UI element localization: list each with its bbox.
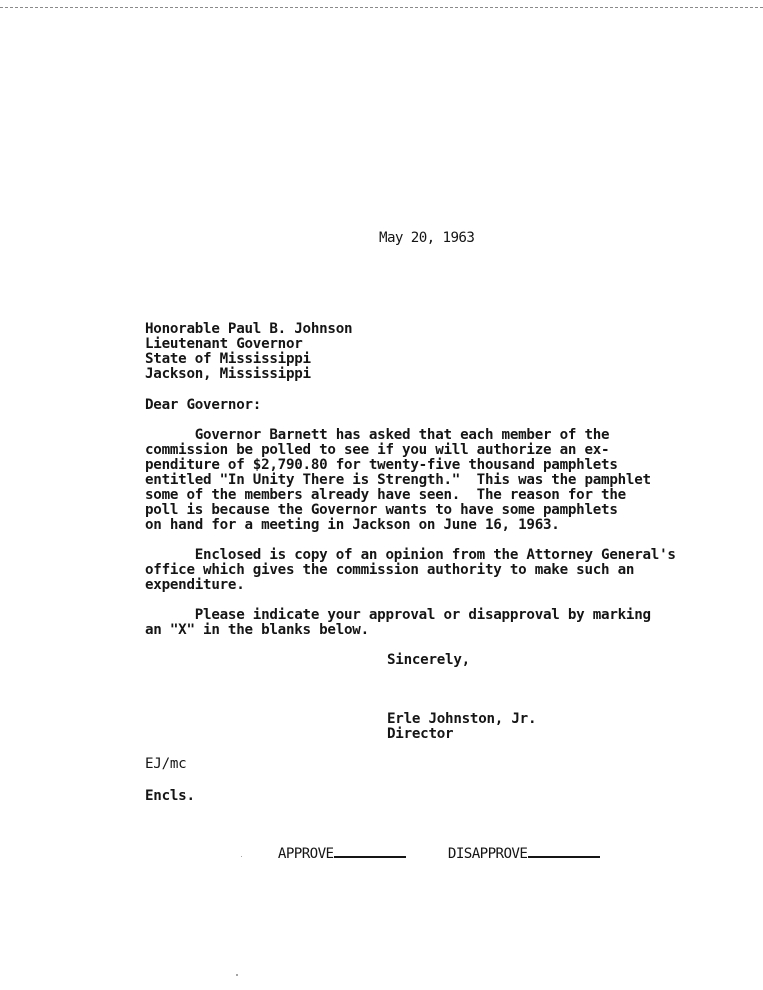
closing: Sincerely, [387, 652, 470, 668]
paragraph-line: on hand for a meeting in Jackson on June 16, 1963. [145, 517, 560, 533]
address-line: Honorable Paul B. Johnson [145, 321, 353, 337]
disapprove-blank[interactable] [528, 855, 600, 858]
approve-blank[interactable] [334, 855, 406, 858]
address-line: State of Mississippi [145, 351, 311, 367]
paragraph-line: poll is because the Governor wants to have some pamphlets [145, 502, 618, 518]
paragraph-line: Governor Barnett has asked that each member of the [145, 427, 610, 443]
enclosures-note: Encls. [145, 788, 195, 804]
typist-initials: EJ/mc [145, 756, 187, 772]
page-top-edge [0, 0, 763, 8]
paragraph-line: some of the members already have seen. The reason for the [145, 487, 626, 503]
disapprove-label: DISAPPROVE [447, 846, 528, 862]
approve-field[interactable] [262, 832, 406, 862]
address-line: Lieutenant Governor [145, 336, 303, 352]
signer-name: Erle Johnston, Jr. [387, 711, 537, 727]
paragraph-line: expenditure. [145, 577, 245, 593]
paragraph-line: penditure of $2,790.80 for twenty-five thousand pamphlets [145, 457, 618, 473]
address-line: Jackson, Mississippi [145, 366, 311, 382]
paragraph-line: entitled "In Unity There is Strength." This was the pamphlet [145, 472, 651, 488]
salutation: Dear Governor: [145, 397, 262, 413]
letter-date: May 20, 1963 [379, 230, 475, 246]
disapprove-field[interactable] [432, 832, 600, 862]
paper-speck [236, 974, 238, 976]
signer-title: Director [387, 726, 454, 742]
paragraph-line: Please indicate your approval or disapproval by marking [145, 607, 651, 623]
paragraph-line: an "X" in the blanks below. [145, 622, 369, 638]
paragraph-line: commission be polled to see if you will authorize an ex- [145, 442, 610, 458]
approve-label: APPROVE [277, 846, 334, 862]
paper-speck [241, 856, 242, 857]
paragraph-line: Enclosed is copy of an opinion from the Attorney General's [145, 547, 676, 563]
paragraph-line: office which gives the commission authority to make such an [145, 562, 635, 578]
